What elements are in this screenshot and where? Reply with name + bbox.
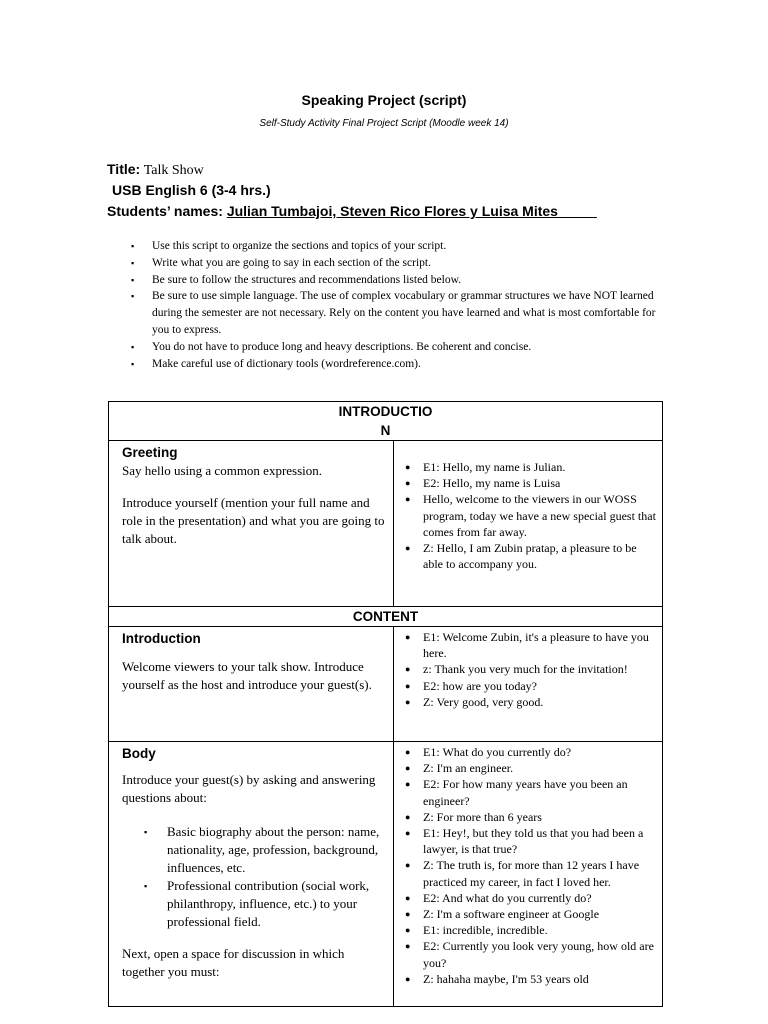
topic-item: ▪ Professional contribution (social work, philanthropy, influence, etc.) to your professional field.	[122, 877, 385, 931]
dialog-line: ● E2: how are you today?	[402, 678, 656, 694]
body-topics-list	[122, 823, 385, 931]
body-instructions-cell	[109, 742, 394, 1007]
dialog-line: ● E1: Hello, my name is Julian.	[402, 459, 656, 475]
body-text: Next, open a space for discussion in which together you must:	[122, 946, 345, 979]
introduction-instructions-cell	[109, 627, 394, 742]
students-label: Students’ names:	[107, 203, 223, 219]
dialog-line: ● E1: Hey!, but they told us that you had been a lawyer, is that true?	[402, 825, 656, 857]
students-names: Julian Tumbajoi, Steven Rico Flores y Luisa Mites	[226, 203, 558, 219]
dialog-line: ● E2: Currently you look very young, how old are you?	[402, 938, 656, 970]
dialog-line: ● Z: I'm a software engineer at Google	[402, 906, 656, 922]
greeting-instructions-cell	[109, 441, 394, 607]
title-value: Talk Show	[143, 163, 204, 178]
dialog-line: ● z: Thank you very much for the invitation!	[402, 661, 656, 677]
dialog-line: ● Z: For more than 6 years	[402, 809, 656, 825]
instructions-list	[131, 238, 661, 372]
greeting-dialog-list	[402, 459, 656, 572]
instruction-item: ▪ Be sure to use simple language. The use of complex vocabulary or grammar structures we have NOT learned during the semester are not necessary. Rely on the content you have learned and what is most comfortable for you to express.	[131, 288, 661, 338]
document-title: Speaking Project (script)	[301, 92, 467, 108]
introduction-dialog-list	[402, 629, 656, 710]
dialog-line: ● Z: hahaha maybe, I'm 53 years old	[402, 971, 656, 987]
introduction-text: Welcome viewers to your talk show. Introduce yourself as the host and introduce your guest(s).	[122, 659, 372, 692]
content-section-heading: CONTENT	[109, 607, 663, 627]
dialog-line: ● E2: For how many years have you been an engineer?	[402, 776, 656, 808]
instruction-item: ▪ Be sure to follow the structures and recommendations listed below.	[131, 272, 661, 289]
greeting-heading: Greeting	[122, 445, 178, 460]
dialog-line: ● E1: Welcome Zubin, it's a pleasure to have you here.	[402, 629, 656, 661]
greeting-dialog-cell	[394, 441, 663, 607]
introduction-section-heading: INTRODUCTIO N	[109, 402, 663, 441]
dialog-line: ● E1: What do you currently do?	[402, 744, 656, 760]
body-heading: Body	[122, 746, 156, 761]
dialog-line: ● E2: And what do you currently do?	[402, 890, 656, 906]
dialog-line: ● Z: The truth is, for more than 12 years I have practiced my career, in fact I loved her.	[402, 857, 656, 889]
document-subtitle: Self-Study Activity Final Project Script (Moodle week 14)	[259, 118, 509, 129]
body-text: Introduce your guest(s) by asking and answering questions about:	[122, 772, 376, 805]
course-name: USB English 6 (3-4 hrs.)	[112, 182, 271, 198]
greeting-text: Say hello using a common expression.	[122, 463, 323, 478]
body-dialog-list	[402, 744, 656, 987]
introduction-dialog-cell	[394, 627, 663, 742]
students-line	[107, 203, 597, 219]
project-title-line	[107, 161, 204, 179]
instruction-item: ▪ Use this script to organize the sections and topics of your script.	[131, 238, 661, 255]
script-table	[108, 401, 663, 1007]
instruction-item: ▪ You do not have to produce long and heavy descriptions. Be coherent and concise.	[131, 339, 661, 356]
introduction-heading: Introduction	[122, 631, 201, 646]
body-dialog-cell	[394, 742, 663, 1007]
dialog-line: ● Hello, welcome to the viewers in our WOSS program, today we have a new special guest that comes from far away.	[402, 491, 656, 540]
dialog-line: ● E2: Hello, my name is Luisa	[402, 475, 656, 491]
greeting-text: Introduce yourself (mention your full name and role in the presentation) and what you are going to talk about.	[122, 495, 385, 546]
dialog-line: ● Z: Hello, I am Zubin pratap, a pleasure to be able to accompany you.	[402, 540, 656, 572]
dialog-line: ● Z: Very good, very good.	[402, 694, 656, 710]
dialog-line: ● Z: I'm an engineer.	[402, 760, 656, 776]
instruction-item: ▪ Write what you are going to say in each section of the script.	[131, 255, 661, 272]
dialog-line: ● E1: incredible, incredible.	[402, 922, 656, 938]
students-underline	[558, 203, 597, 219]
topic-item: ▪ Basic biography about the person: name, nationality, age, profession, background, influences, etc.	[122, 823, 385, 877]
title-label: Title:	[107, 161, 141, 177]
instruction-item: ▪ Make careful use of dictionary tools (wordreference.com).	[131, 356, 661, 373]
